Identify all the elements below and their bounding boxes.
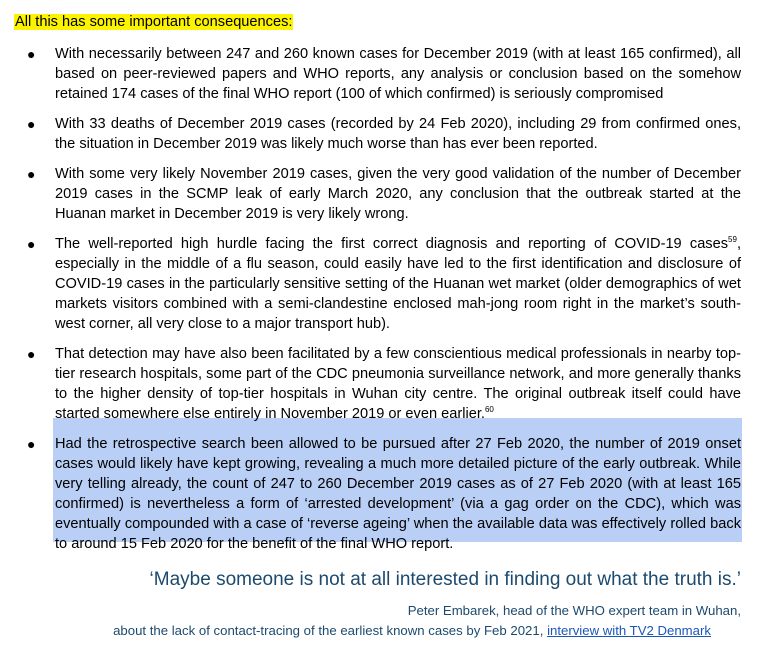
intro-highlight: All this has some important consequences: xyxy=(15,14,293,30)
bullet-icon: ● xyxy=(27,236,36,252)
footnote-ref[interactable]: 60 xyxy=(484,405,494,414)
list-item-text-continued: , especially in the middle of a flu season, could easily have led to the first identification and disclosure of COVID-19 cases in the particularly sensitive setting of the Huanan wet market (older demographics of wet markets visitors combined with a semi-clandestine enclosed mah-jong room right in the market’s south-west corner, all very close to a major transport hub). xyxy=(55,236,741,332)
list-item xyxy=(0,114,783,154)
bullet-icon: ● xyxy=(27,346,36,362)
bullet-icon: ● xyxy=(27,116,36,132)
list-item xyxy=(0,234,783,334)
footnote-ref[interactable]: 59 xyxy=(728,235,737,244)
list-item xyxy=(0,344,783,424)
list-item-text: Had the retrospective search been allowed to be pursued after 27 Feb 2020, the number of 2019 onset cases would likely have kept growing, revealing a much more detailed picture of the early outbreak. While very telling already, the count of 247 to 260 December 2019 cases as of 27 Feb 2020 (with at least 165 confirmed) is nevertheless a form of ‘arrested development’ (via a gag order on the CDC), which was eventually compounded with a case of ‘reverse ageing’ when the available data was effectively rolled back to around 15 Feb 2020 for the benefit of the final WHO report. xyxy=(55,436,741,552)
pull-quote: ‘Maybe someone is not at all interested in finding out what the truth is.’ xyxy=(149,569,741,590)
list-item xyxy=(0,164,783,224)
list-item-text: With 33 deaths of December 2019 cases (recorded by 24 Feb 2020), including 29 from confirmed ones, the situation in December 2019 was likely much worse than has ever been reported. xyxy=(55,116,741,152)
bullet-icon: ● xyxy=(27,436,36,452)
bullet-list xyxy=(0,44,783,564)
intro-heading xyxy=(14,12,293,32)
list-item-selected xyxy=(0,434,783,554)
list-item-text: That detection may have also been facilitated by a few conscientious medical professionals in nearby top-tier research hospitals, some part of the CDC pneumonia surveillance network, and more generally thanks to the higher density of top-tier hospitals in Wuhan city centre. The original outbreak itself could have started somewhere else entirely in November 2019 or even earlier. xyxy=(55,346,741,422)
interview-link[interactable]: interview with TV2 Denmark xyxy=(547,623,711,638)
quote-attribution: Peter Embarek, head of the WHO expert team in Wuhan, xyxy=(407,603,741,618)
quote-source xyxy=(0,622,711,640)
list-item xyxy=(0,44,783,104)
list-item-text: With necessarily between 247 and 260 known cases for December 2019 (with at least 165 confirmed), all based on peer-reviewed papers and WHO reports, any analysis or conclusion based on the somehow retained 174 cases of the final WHO report (100 of which confirmed) is seriously compromised xyxy=(55,46,741,102)
list-item-text: The well-reported high hurdle facing the first correct diagnosis and reporting of COVID-19 cases xyxy=(55,236,729,252)
bullet-icon: ● xyxy=(27,46,36,62)
bullet-icon: ● xyxy=(27,166,36,182)
quote-source-text: about the lack of contact-tracing of the earliest known cases by Feb 2021, xyxy=(113,623,548,638)
list-item-text: With some very likely November 2019 cases, given the very good validation of the number of December 2019 cases in the SCMP leak of early March 2020, any conclusion that the outbreak started at the Huanan market in December 2019 is very likely wrong. xyxy=(55,166,741,222)
